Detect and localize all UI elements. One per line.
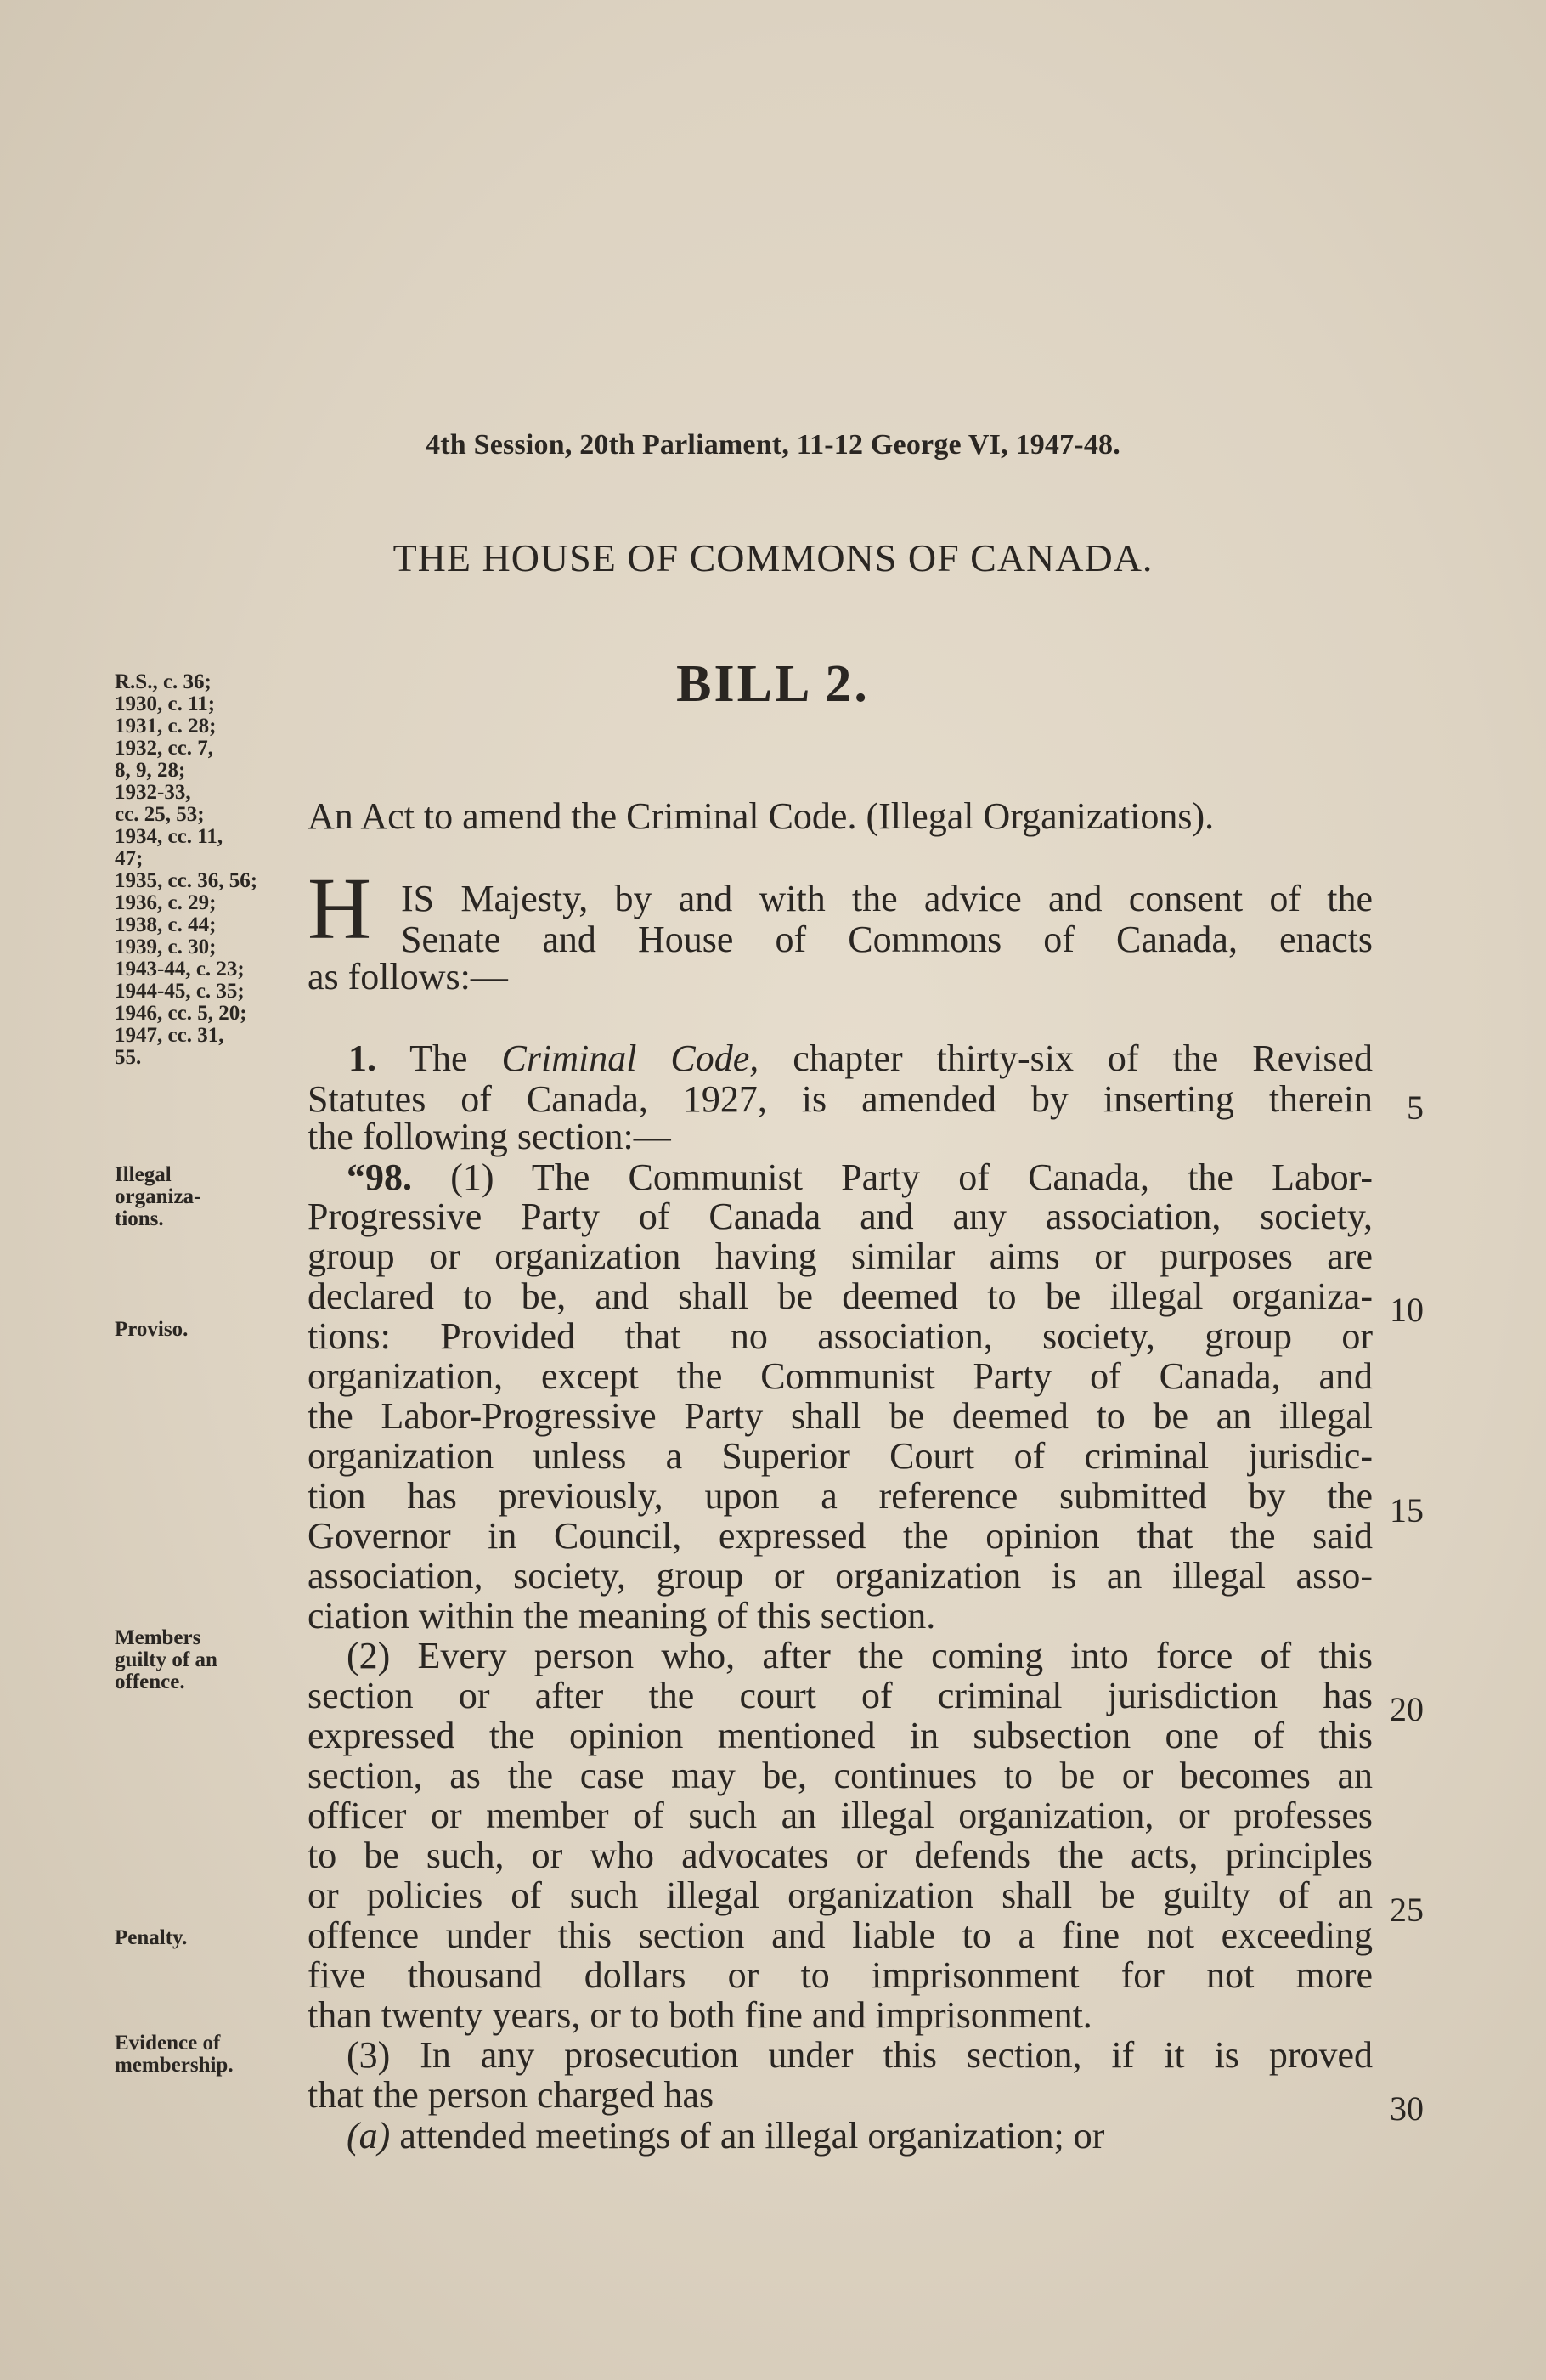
citation-line: 1947, cc. 31, <box>115 1024 224 1047</box>
section-text: The <box>409 1037 468 1079</box>
line-number: 5 <box>1407 1088 1424 1127</box>
item-a-label: (a) <box>347 2115 391 2157</box>
citation-line: 1936, c. 29; <box>115 891 217 914</box>
act-title: An Act to amend the Criminal Code. (Illegal Organizations). <box>308 795 1215 837</box>
citation-line: 1935, cc. 36, 56; <box>115 869 258 892</box>
citation-line: 1931, c. 28; <box>115 715 217 738</box>
house-title: THE HOUSE OF COMMONS OF CANADA. <box>392 536 1154 579</box>
line-number: 20 <box>1390 1690 1424 1728</box>
body-line: than twenty years, or to both fine and imprisonment. <box>308 1994 1092 2036</box>
citation-line: 1932, cc. 7, <box>115 737 213 760</box>
section-1-line: the following section:— <box>308 1116 671 1157</box>
drop-cap: H <box>308 860 372 958</box>
citation-line: 1932-33, <box>115 781 191 804</box>
section-text: (1) The Communist Party of Canada, the Labor- <box>450 1156 1374 1198</box>
note-members-guilty <box>115 1627 217 1693</box>
note-line: tions. <box>115 1207 164 1230</box>
line-number: 30 <box>1390 2089 1424 2128</box>
enacting-line: as follows:— <box>308 956 508 998</box>
criminal-code-title: Criminal Code, <box>501 1037 759 1079</box>
citation-line: R.S., c. 36; <box>115 670 212 693</box>
body-line: organization unless a Superior Court of criminal jurisdic- <box>308 1435 1373 1477</box>
section-text: chapter thirty-six of the Revised <box>793 1037 1373 1079</box>
body-line: ciation within the meaning of this section. <box>308 1595 936 1637</box>
body-line: or policies of such illegal organization shall be guilty of an <box>308 1874 1373 1916</box>
enacting-line: IS Majesty, by and with the advice and consent of the <box>401 878 1373 919</box>
statute-citations <box>115 671 257 1069</box>
citation-line: 8, 9, 28; <box>115 759 186 782</box>
note-line: Members <box>115 1626 201 1649</box>
item-a-text: attended meetings of an illegal organization; or <box>399 2115 1105 2157</box>
citation-line: 1930, c. 11; <box>115 693 216 715</box>
section-98-line <box>347 1157 1373 1198</box>
body-line: officer or member of such an illegal organization, or professes <box>308 1795 1373 1836</box>
body-line: association, society, group or organization is an illegal asso- <box>308 1555 1373 1597</box>
body-line: (2) Every person who, after the coming into force of this <box>347 1635 1373 1676</box>
note-line: guilty of an <box>115 1648 217 1671</box>
body-line: that the person charged has <box>308 2074 714 2116</box>
body-line: tion has previously, upon a reference submitted by the <box>308 1475 1373 1517</box>
body-line: section or after the court of criminal jurisdiction has <box>308 1675 1373 1716</box>
body-line: Governor in Council, expressed the opinion that the said <box>308 1515 1373 1557</box>
citation-line: 1944-45, c. 35; <box>115 980 245 1003</box>
note-line: offence. <box>115 1671 185 1693</box>
body-line: tions: Provided that no association, society, group or <box>308 1315 1373 1357</box>
citation-line: cc. 25, 53; <box>115 803 205 826</box>
citation-line: 1943-44, c. 23; <box>115 958 245 981</box>
note-proviso: Proviso. <box>115 1318 189 1341</box>
body-line: the Labor-Progressive Party shall be deemed to be an illegal <box>308 1395 1373 1437</box>
citation-line: 1946, cc. 5, 20; <box>115 1002 247 1025</box>
citation-line: 1938, c. 44; <box>115 913 217 936</box>
body-line: declared to be, and shall be deemed to be illegal organiza- <box>308 1275 1373 1317</box>
session-header: 4th Session, 20th Parliament, 11-12 George VI, 1947-48. <box>426 429 1120 461</box>
body-line: to be such, or who advocates or defends the acts, principles <box>308 1834 1373 1876</box>
note-line: membership. <box>115 2054 234 2077</box>
note-line: organiza- <box>115 1185 201 1208</box>
section-98-number: “98. <box>347 1156 412 1198</box>
note-penalty: Penalty. <box>115 1926 188 1949</box>
note-evidence <box>115 2032 234 2077</box>
line-number: 15 <box>1390 1491 1424 1529</box>
body-line: offence under this section and liable to a fine not exceeding <box>308 1914 1373 1956</box>
note-line: Evidence of <box>115 2032 221 2055</box>
citation-line: 47; <box>115 847 144 870</box>
body-line: (3) In any prosecution under this section, if it is proved <box>347 2034 1373 2076</box>
note-illegal-organizations <box>115 1164 200 1230</box>
enacting-line: Senate and House of Commons of Canada, enacts <box>401 919 1373 960</box>
note-line: Illegal <box>115 1163 172 1186</box>
body-line: Progressive Party of Canada and any association, society, <box>308 1196 1373 1237</box>
bill-number: BILL 2. <box>676 655 870 713</box>
section-1-line <box>348 1038 1373 1079</box>
body-line: group or organization having similar aims or purposes are <box>308 1235 1373 1277</box>
body-line: section, as the case may be, continues to be or becomes an <box>308 1755 1373 1796</box>
item-a-line <box>347 2116 1104 2157</box>
citation-line: 55. <box>115 1046 142 1069</box>
section-1-line: Statutes of Canada, 1927, is amended by inserting therein <box>308 1078 1373 1120</box>
body-line: five thousand dollars or to imprisonment for not more <box>308 1954 1373 1996</box>
line-number: 25 <box>1390 1891 1424 1929</box>
section-number: 1. <box>348 1037 376 1079</box>
body-line: organization, except the Communist Party of Canada, and <box>308 1355 1373 1397</box>
citation-line: 1934, cc. 11, <box>115 825 223 848</box>
citation-line: 1939, c. 30; <box>115 936 217 958</box>
body-line: expressed the opinion mentioned in subsection one of this <box>308 1715 1373 1756</box>
line-number: 10 <box>1390 1291 1424 1329</box>
